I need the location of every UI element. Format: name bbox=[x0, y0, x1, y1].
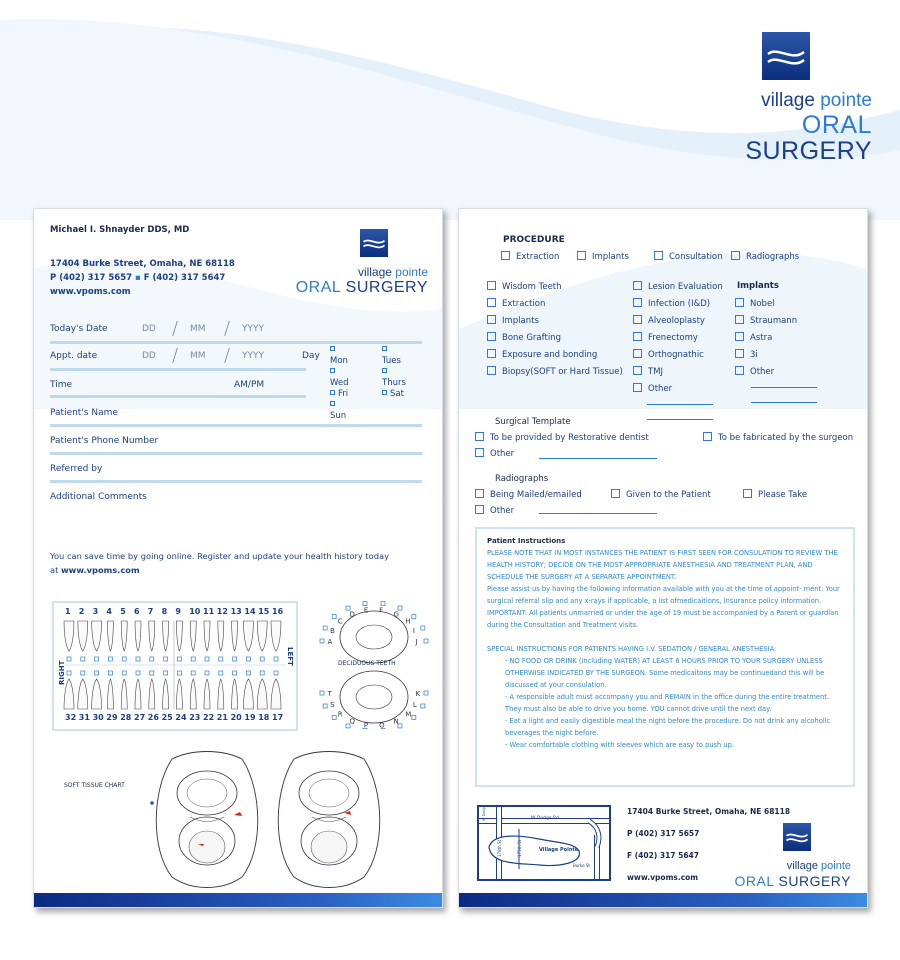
svg-text:Burke St: Burke St bbox=[573, 863, 590, 868]
radiographs-title: Radiographs bbox=[495, 474, 549, 484]
tooth-mark-box[interactable] bbox=[136, 657, 140, 661]
tooth-mark-box[interactable] bbox=[108, 671, 112, 675]
tooth-mark-box[interactable] bbox=[205, 657, 209, 661]
footer-address: 17404 Burke Street, Omaha, NE 68118 bbox=[627, 807, 791, 816]
lower-tooth[interactable] bbox=[204, 679, 210, 709]
upper-tooth[interactable] bbox=[232, 621, 238, 651]
tooth-mark-box[interactable] bbox=[95, 671, 99, 675]
upper-tooth[interactable] bbox=[78, 621, 88, 651]
tooth-mark-box[interactable] bbox=[67, 657, 71, 661]
appt-date-row[interactable]: Appt. date DD / MM / YYYY Day Mon Wed Fri Sun Tues Thurs Sat bbox=[50, 345, 406, 421]
upper-tooth[interactable] bbox=[218, 621, 224, 651]
tooth-number: 18 bbox=[258, 713, 270, 722]
procedure-option-checkbox[interactable]: Implants bbox=[487, 315, 539, 326]
tooth-number: 10 bbox=[189, 607, 201, 616]
lower-tooth[interactable] bbox=[149, 679, 155, 709]
radio-given-checkbox[interactable]: Given to the Patient bbox=[611, 489, 711, 500]
lower-tooth[interactable] bbox=[107, 679, 113, 709]
tooth-mark-box[interactable] bbox=[67, 671, 71, 675]
tooth-number: 30 bbox=[92, 713, 104, 722]
tooth-number: 11 bbox=[203, 607, 215, 616]
location-map bbox=[477, 805, 611, 881]
card-brand-logo: village pointe ORAL SURGERY bbox=[288, 229, 428, 296]
procedure-option-checkbox[interactable]: TMJ bbox=[633, 366, 663, 377]
upper-tooth[interactable] bbox=[121, 621, 127, 651]
tooth-mark-box[interactable] bbox=[205, 671, 209, 675]
procedure-option-checkbox[interactable]: Frenectomy bbox=[633, 332, 698, 343]
upper-tooth[interactable] bbox=[257, 621, 267, 651]
deciduous-tooth-letter: L bbox=[412, 700, 417, 709]
tooth-number: 8 bbox=[161, 607, 168, 616]
procedure-option-checkbox[interactable]: Lesion Evaluation bbox=[633, 281, 723, 292]
tooth-number: 7 bbox=[147, 607, 154, 616]
procedure-option-checkbox[interactable]: Orthognathic bbox=[633, 349, 704, 360]
patient-name-row[interactable]: Patient's Name bbox=[50, 408, 422, 428]
template-restorative-checkbox[interactable]: To be provided by Restorative dentist bbox=[475, 432, 649, 443]
upper-tooth[interactable] bbox=[190, 621, 196, 651]
upper-tooth[interactable] bbox=[271, 621, 281, 651]
referral-form-front bbox=[33, 208, 443, 908]
tooth-mark-box[interactable] bbox=[260, 671, 264, 675]
soft-tissue-chart-label: SOFT TISSUE CHART bbox=[64, 782, 125, 789]
procedure-implants-checkbox[interactable]: Implants bbox=[577, 251, 629, 262]
practice-contact: 17404 Burke Street, Omaha, NE 68118 P (402) 317 5657 ▪ F (402) 317 5647 www.vpoms.com bbox=[50, 259, 235, 297]
procedure-option-checkbox[interactable]: Infection (I&D) bbox=[633, 298, 710, 309]
lower-tooth[interactable] bbox=[218, 679, 224, 709]
deciduous-tooth-letter: E bbox=[363, 606, 369, 615]
right-side-label: RIGHT bbox=[58, 660, 66, 685]
lower-tooth-numbers bbox=[54, 713, 296, 725]
tooth-mark-box[interactable] bbox=[260, 657, 264, 661]
tooth-number: 21 bbox=[216, 713, 228, 722]
lower-tooth[interactable] bbox=[232, 679, 238, 709]
deciduous-tooth-letter: H bbox=[405, 617, 411, 626]
tooth-mark-box[interactable] bbox=[150, 671, 154, 675]
upper-tooth[interactable] bbox=[163, 621, 169, 651]
procedure-option-checkbox[interactable]: Other bbox=[735, 366, 774, 377]
footer-website[interactable]: www.vpoms.com bbox=[627, 873, 699, 882]
deciduous-tooth-letter: O bbox=[379, 721, 385, 729]
lower-tooth[interactable] bbox=[135, 679, 141, 709]
upper-tooth[interactable] bbox=[135, 621, 141, 651]
deciduous-tooth-letter: T bbox=[327, 690, 332, 698]
soft-tissue-diagram-left bbox=[142, 749, 272, 891]
referred-by-row[interactable]: Referred by bbox=[50, 464, 422, 484]
tooth-number: 27 bbox=[134, 713, 146, 722]
deciduous-mark-box[interactable] bbox=[320, 691, 324, 695]
procedure-option-checkbox[interactable]: Astra bbox=[735, 332, 772, 343]
tooth-number: 26 bbox=[147, 713, 159, 722]
upper-tooth[interactable] bbox=[149, 621, 155, 651]
procedure-consultation-checkbox[interactable]: Consultation bbox=[654, 251, 723, 262]
deciduous-tooth-letter: K bbox=[415, 690, 421, 698]
procedure-extraction-checkbox[interactable]: Extraction bbox=[501, 251, 559, 262]
svg-text:178th St: 178th St bbox=[497, 839, 502, 857]
upper-tooth-numbers bbox=[54, 607, 296, 619]
deciduous-mark-box[interactable] bbox=[421, 704, 425, 708]
tooth-mark-box[interactable] bbox=[191, 657, 195, 661]
logo-wave-icon bbox=[360, 229, 388, 257]
doctor-name: Michael I. Shnayder DDS, MD bbox=[50, 225, 190, 235]
radio-mailed-checkbox[interactable]: Being Mailed/emailed bbox=[475, 489, 582, 500]
procedure-option-checkbox[interactable]: Straumann bbox=[735, 315, 797, 326]
tooth-number: 5 bbox=[120, 607, 126, 616]
svg-text:W Dodge: W Dodge bbox=[482, 807, 486, 821]
tooth-number: 16 bbox=[272, 607, 284, 616]
tooth-mark-box[interactable] bbox=[95, 657, 99, 661]
deciduous-tooth-letter: J bbox=[415, 638, 418, 646]
procedure-option-checkbox[interactable]: Exposure and bonding bbox=[487, 349, 597, 360]
tooth-chart-drawing bbox=[54, 603, 296, 729]
deciduous-mark-box[interactable] bbox=[421, 626, 425, 630]
tooth-number: 9 bbox=[175, 607, 181, 616]
lower-tooth[interactable] bbox=[78, 679, 88, 709]
deciduous-mark-box[interactable] bbox=[323, 626, 327, 630]
tooth-number: 17 bbox=[272, 713, 284, 722]
procedure-title: PROCEDURE bbox=[503, 235, 565, 245]
upper-tooth[interactable] bbox=[204, 621, 210, 651]
tooth-chart bbox=[52, 601, 298, 731]
deciduous-tooth-letter: M bbox=[405, 710, 412, 719]
tooth-number: 12 bbox=[216, 607, 228, 616]
tooth-mark-box[interactable] bbox=[81, 671, 85, 675]
tooth-number: 23 bbox=[189, 713, 201, 722]
tooth-mark-box[interactable] bbox=[177, 671, 181, 675]
tooth-mark-box[interactable] bbox=[108, 657, 112, 661]
lower-tooth[interactable] bbox=[163, 679, 169, 709]
tooth-mark-box[interactable] bbox=[219, 657, 223, 661]
deciduous-tooth-letter: Q bbox=[349, 717, 356, 726]
deciduous-mark-box[interactable] bbox=[424, 691, 428, 695]
svg-text:175th St: 175th St bbox=[517, 839, 522, 857]
deciduous-tooth-letter: N bbox=[393, 717, 399, 726]
tooth-mark-box[interactable] bbox=[246, 671, 250, 675]
procedure-option-checkbox[interactable]: Nobel bbox=[735, 298, 775, 309]
brand-name: village pointe bbox=[761, 90, 872, 111]
procedure-option-checkbox[interactable]: Wisdom Teeth bbox=[487, 281, 562, 292]
deciduous-tooth-letter: D bbox=[349, 610, 355, 619]
logo-wave-icon bbox=[762, 32, 810, 80]
tooth-number: 25 bbox=[161, 713, 173, 722]
procedure-option-checkbox[interactable]: 3i bbox=[735, 349, 758, 360]
tooth-mark-box[interactable] bbox=[150, 657, 154, 661]
lower-tooth[interactable] bbox=[190, 679, 196, 709]
tooth-number: 4 bbox=[106, 607, 112, 616]
lower-tooth[interactable] bbox=[121, 679, 127, 709]
tooth-mark-box[interactable] bbox=[177, 657, 181, 661]
tooth-mark-box[interactable] bbox=[246, 657, 250, 661]
upper-tooth[interactable] bbox=[107, 621, 113, 651]
online-registration-note: You can save time by going online. Register and update your health history today at www.vpoms.com bbox=[50, 551, 390, 575]
radio-other-checkbox[interactable]: Other bbox=[475, 505, 514, 516]
todays-date-row[interactable]: Today's Date DD / MM / YYYY bbox=[50, 324, 422, 344]
template-surgeon-checkbox[interactable]: To be fabricated by the surgeon bbox=[703, 432, 853, 443]
lower-tooth[interactable] bbox=[176, 679, 182, 709]
tooth-number: 2 bbox=[78, 607, 85, 616]
patient-instructions-box: Patient Instructions PLEASE NOTE THAT IN MOST INSTANCES THE PATIENT IS FIRST SEEN FOR CONSULATION TO REVIEW THE HEALTH HISTORY; DECIDE ON THE MOST APPROPRIATE ANESTHESIA AND TREATMENT PLAN, AND SCHEDULE THE SURGERY AT A SEPARATE APPOINTMENT. Please assist us by having the following information available with you at the time of appoint- ment: Your surgical referral slip and any x-rays if applicable, a list ofmedicaitions, insurance policy information. IMPORTANT: All patients unmarried or under the age of 19 must be accompanied by a Parent or guardian during the Consultation and Treatment visits. SPECIAL INSTRUCTIONS FOR PATIENTS HAVING I.V. SEDATION / GENERAL ANESTHESIA: - NO FOOD OR DRINK (including WATER) AT LEAST 6 HOURS PRIOR TO YOUR SURGERY UNLESS OTHERWISE INDICATED BY THE SURGEON. Some medicaitons may be continuedand this will be discussed at your consulation. - A responsible adult must accompany you and REMAIN in the office during the entire treatment. They must also be able to drive you home. YOU cannot drive until the next day. - Eat a light and easily digestible meal the night before the procedure. Do not drink any alcoholic beverages the night before. - Wear comfortable clothing with sleeves which are easy to push up. bbox=[475, 527, 855, 787]
tooth-number: 29 bbox=[106, 713, 118, 722]
tooth-number: 32 bbox=[65, 713, 77, 722]
tooth-mark-box[interactable] bbox=[233, 657, 237, 661]
tooth-mark-box[interactable] bbox=[122, 657, 126, 661]
deciduous-tooth-letter: G bbox=[393, 610, 399, 619]
deciduous-mark-box[interactable] bbox=[323, 704, 327, 708]
card-footer-bar bbox=[34, 893, 442, 907]
deciduous-tooth-letter: P bbox=[363, 721, 369, 729]
footer-fax: F (402) 317 5647 bbox=[627, 851, 699, 860]
deciduous-teeth-label: DECIDUOUS TEETH bbox=[338, 660, 396, 667]
tooth-mark-box[interactable] bbox=[233, 671, 237, 675]
procedure-radiographs-checkbox[interactable]: Radiographs bbox=[731, 251, 799, 262]
lower-tooth[interactable] bbox=[243, 679, 253, 709]
procedure-option-checkbox[interactable]: Alveoloplasty bbox=[633, 315, 705, 326]
brand-subtitle: ORAL SURGERY bbox=[745, 111, 872, 165]
tooth-number: 28 bbox=[120, 713, 132, 722]
footer-brand-logo: village pointe ORAL SURGERY bbox=[711, 823, 851, 890]
tooth-number: 13 bbox=[230, 607, 242, 616]
deciduous-mark-box[interactable] bbox=[363, 602, 367, 606]
tooth-number: 15 bbox=[258, 607, 270, 616]
header-brand-logo bbox=[692, 32, 872, 164]
deciduous-mark-box[interactable] bbox=[332, 615, 336, 619]
soft-tissue-diagram-right bbox=[264, 749, 394, 891]
deciduous-mark-box[interactable] bbox=[332, 715, 336, 719]
tooth-number: 1 bbox=[65, 607, 71, 616]
svg-text:Village Pointe: Village Pointe bbox=[539, 847, 579, 853]
tooth-number: 24 bbox=[175, 713, 187, 722]
tooth-mark-box[interactable] bbox=[219, 671, 223, 675]
surgical-template-title: Surgical Template bbox=[495, 417, 571, 427]
tooth-number: 6 bbox=[134, 607, 140, 616]
referral-form-back bbox=[458, 208, 868, 908]
card-footer-bar bbox=[459, 893, 867, 907]
tooth-number: 22 bbox=[203, 713, 215, 722]
footer-phone: P (402) 317 5657 bbox=[627, 829, 700, 838]
left-side-label: LEFT bbox=[286, 647, 294, 666]
tooth-number: 19 bbox=[244, 713, 256, 722]
deciduous-tooth-letter: C bbox=[337, 617, 343, 626]
deciduous-tooth-letter: S bbox=[330, 700, 335, 709]
comments-row[interactable]: Additional Comments bbox=[50, 492, 147, 502]
deciduous-tooth-letter: A bbox=[327, 638, 333, 646]
tooth-number: 31 bbox=[78, 713, 90, 722]
lower-tooth[interactable] bbox=[271, 679, 281, 709]
upper-tooth[interactable] bbox=[64, 621, 74, 651]
tooth-mark-box[interactable] bbox=[164, 671, 168, 675]
procedure-option-checkbox[interactable]: Other bbox=[633, 383, 672, 394]
tooth-number: 14 bbox=[244, 607, 256, 616]
procedure-option-checkbox[interactable]: Bone Grafting bbox=[487, 332, 561, 343]
website-link[interactable]: www.vpoms.com bbox=[50, 287, 131, 297]
tooth-mark-box[interactable] bbox=[164, 657, 168, 661]
deciduous-mark-box[interactable] bbox=[320, 639, 324, 643]
tooth-mark-box[interactable] bbox=[122, 671, 126, 675]
tooth-mark-box[interactable] bbox=[191, 671, 195, 675]
tooth-mark-box[interactable] bbox=[136, 671, 140, 675]
tooth-number: 20 bbox=[230, 713, 242, 722]
implants-title: Implants bbox=[737, 281, 779, 291]
deciduous-mark-box[interactable] bbox=[424, 639, 428, 643]
lower-tooth[interactable] bbox=[257, 679, 267, 709]
template-other-checkbox[interactable]: Other bbox=[475, 448, 514, 459]
patient-phone-row[interactable]: Patient's Phone Number bbox=[50, 436, 422, 456]
tooth-mark-box[interactable] bbox=[81, 657, 85, 661]
radio-take-checkbox[interactable]: Please Take bbox=[743, 489, 807, 500]
upper-tooth[interactable] bbox=[176, 621, 182, 651]
lower-tooth[interactable] bbox=[92, 679, 102, 709]
procedure-option-checkbox[interactable]: Biopsy(SOFT or Hard Tissue) bbox=[487, 366, 623, 377]
deciduous-tooth-letter: B bbox=[330, 627, 335, 636]
tooth-mark-box[interactable] bbox=[274, 671, 278, 675]
deciduous-mark-box[interactable] bbox=[381, 602, 385, 606]
logo-wave-icon bbox=[783, 823, 811, 851]
svg-text:W Dodge Rd: W Dodge Rd bbox=[531, 816, 559, 821]
deciduous-tooth-letter: I bbox=[412, 627, 415, 636]
deciduous-mark-box[interactable] bbox=[412, 715, 416, 719]
deciduous-tooth-letter: R bbox=[337, 710, 343, 719]
tooth-number: 3 bbox=[92, 607, 99, 616]
deciduous-mark-box[interactable] bbox=[412, 615, 416, 619]
upper-tooth[interactable] bbox=[243, 621, 253, 651]
procedure-option-checkbox[interactable]: Extraction bbox=[487, 298, 545, 309]
tooth-mark-box[interactable] bbox=[274, 657, 278, 661]
upper-tooth[interactable] bbox=[92, 621, 102, 651]
time-row[interactable]: Time AM/PM bbox=[50, 380, 422, 400]
deciduous-tooth-letter: F bbox=[379, 606, 384, 615]
